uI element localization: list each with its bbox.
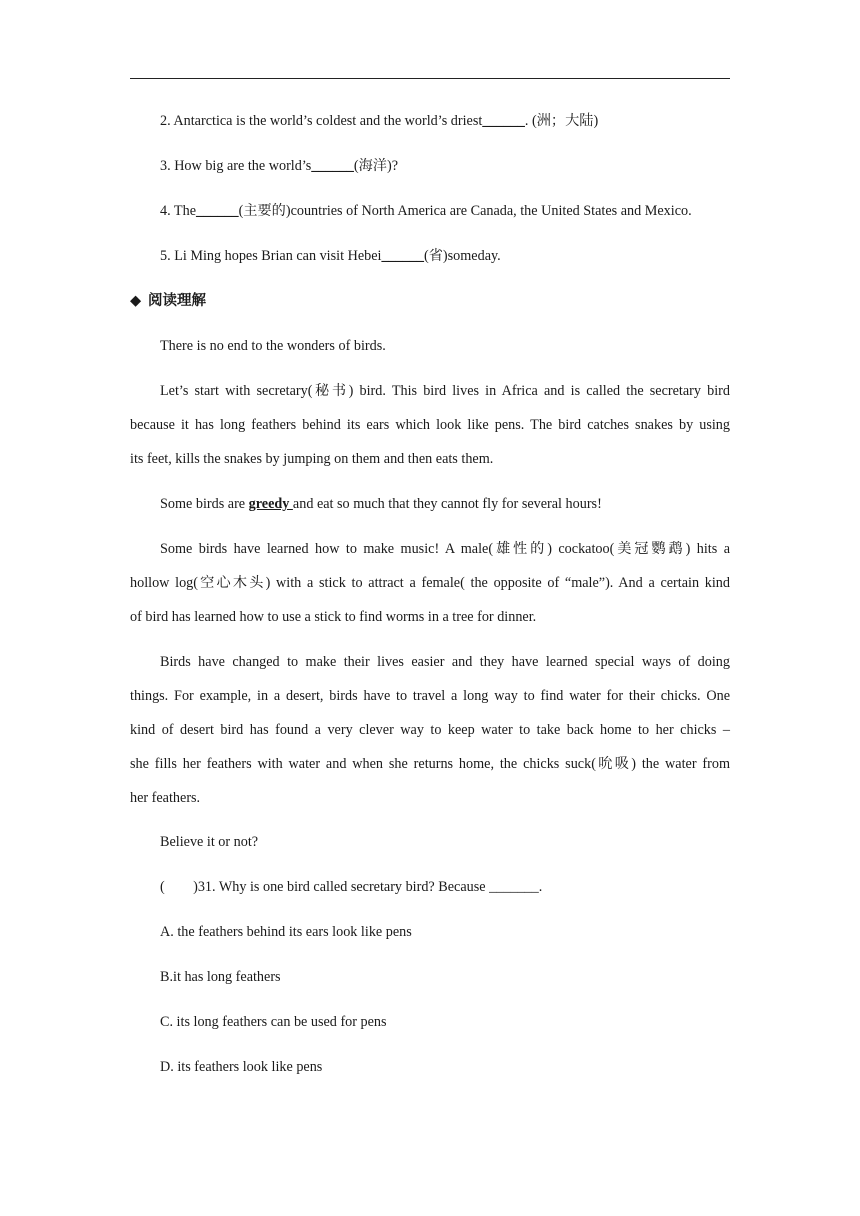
vocabulary-word-greedy: greedy: [248, 496, 293, 512]
answer-blank: ______: [311, 158, 354, 174]
passage-paragraph-5-line-2: things. For example, in a desert, birds have to travel a long way to find water for their chicks. One: [130, 688, 730, 704]
item-text: 4. The: [160, 203, 196, 219]
paragraph-text: and eat so much that they cannot fly for several hours!: [292, 496, 602, 512]
passage-paragraph-2-line-2: because it has long feathers behind its ears which look like pens. The bird catches snakes by using: [130, 417, 730, 433]
option-b: B.it has long feathers: [160, 969, 281, 985]
header-rule: [130, 78, 730, 79]
section-heading: [130, 292, 730, 310]
item-hint: (海洋)?: [353, 158, 398, 174]
answer-blank: ______: [482, 113, 525, 129]
passage-paragraph-5-line-4: she fills her feathers with water and when she returns home, the chicks suck(吮吸) the water from: [130, 756, 730, 772]
passage-paragraph-3: [160, 495, 730, 513]
passage-paragraph-2-line-3: its feet, kills the snakes by jumping on them and then eats them.: [130, 451, 494, 467]
passage-paragraph-6: Believe it or not?: [160, 834, 259, 850]
fill-in-item-3: [160, 157, 730, 175]
item-text: 3. How big are the world’s: [160, 158, 312, 174]
question-stem: ( )31. Why is one bird called secretary bird? Because _______.: [160, 879, 543, 895]
item-text: 5. Li Ming hopes Brian can visit Hebei: [160, 248, 382, 264]
item-text: 2. Antarctica is the world’s coldest and the world’s driest: [160, 113, 483, 129]
answer-blank: ______: [381, 248, 425, 264]
paragraph-text: Some birds are: [160, 496, 249, 512]
fill-in-item-5: [160, 247, 730, 265]
passage-paragraph-4-line-1: Some birds have learned how to make music! A male(雄性的) cockatoo(美冠鹦鹉) hits a: [160, 541, 730, 557]
passage-paragraph-5-line-3: kind of desert bird has found a very clever way to keep water to take back home to her chicks –: [130, 722, 730, 738]
passage-paragraph-4-line-3: of bird has learned how to use a stick to find worms in a tree for dinner.: [130, 609, 537, 625]
option-d: D. its feathers look like pens: [160, 1059, 323, 1075]
passage-paragraph-4-line-2: hollow log(空心木头) with a stick to attract a female( the opposite of “male”). And a certain kind: [130, 575, 730, 591]
section-title: 阅读理解: [148, 293, 206, 309]
passage-paragraph-5-line-1: Birds have changed to make their lives easier and they have learned special ways of doing: [160, 654, 730, 670]
answer-blank: ______: [196, 203, 239, 219]
passage-paragraph-1: There is no end to the wonders of birds.: [160, 338, 386, 354]
item-hint: (主要的)countries of North America are Canada, the United States and Mexico.: [238, 203, 692, 219]
passage-paragraph-2-line-1: Let’s start with secretary(秘书) bird. This bird lives in Africa and is called the secretary bird: [160, 383, 730, 399]
item-hint: (省)someday.: [424, 248, 501, 264]
fill-in-item-2: [160, 112, 730, 130]
option-c: C. its long feathers can be used for pens: [160, 1014, 387, 1030]
fill-in-item-4: [160, 202, 730, 220]
diamond-bullet-icon: ◆: [130, 293, 142, 309]
item-hint: . (洲；大陆): [524, 113, 599, 129]
passage-paragraph-5-line-5: her feathers.: [130, 790, 201, 806]
option-a: A. the feathers behind its ears look like pens: [160, 924, 412, 940]
